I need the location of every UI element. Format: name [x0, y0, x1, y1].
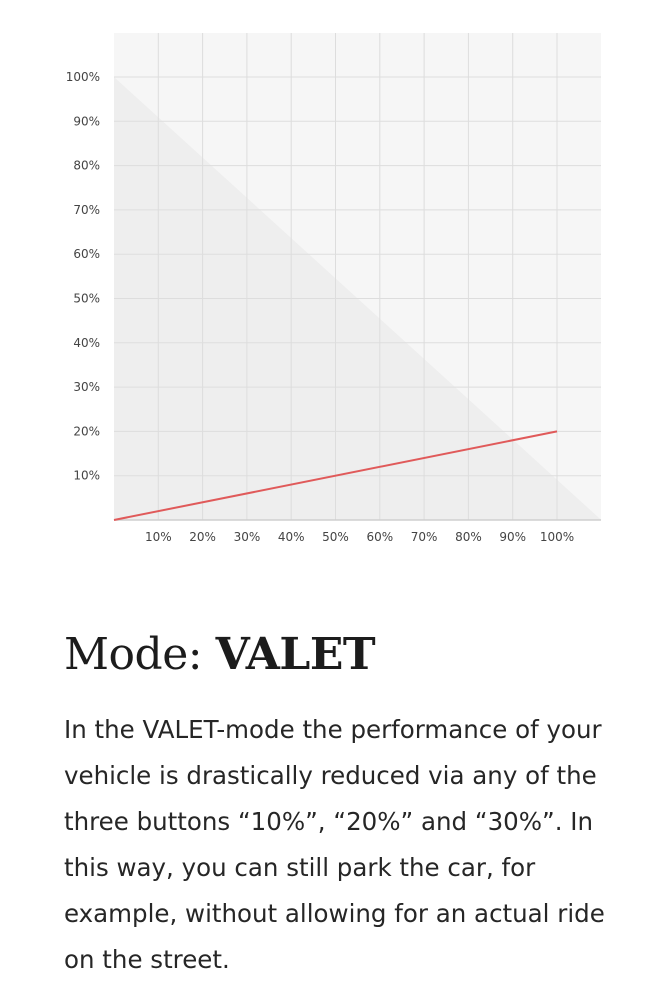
- y-tick-label: 30%: [73, 380, 100, 395]
- x-axis-ticks: [145, 530, 574, 544]
- y-tick-label: 80%: [73, 158, 100, 173]
- x-tick-label: 90%: [499, 530, 527, 544]
- y-tick-label: 50%: [73, 291, 100, 306]
- x-tick-label: 70%: [410, 530, 438, 544]
- y-tick-label: 90%: [73, 114, 100, 129]
- mode-heading-value: VALET: [215, 629, 376, 680]
- x-tick-label: 50%: [322, 530, 349, 544]
- y-axis-ticks: [66, 70, 100, 483]
- y-tick-label: 20%: [73, 424, 100, 439]
- y-tick-label: 70%: [73, 202, 100, 217]
- mode-description: In the VALET-mode the performance of your vehicle is drastically reduced via any of the three buttons “10%”, “20%” and “30%”. In this way, you can still park the car, for example, without allowing for an actual ride on the street.: [64, 715, 605, 974]
- mode-heading: [64, 622, 375, 688]
- y-tick-label: 40%: [73, 335, 100, 350]
- x-tick-label: 10%: [144, 530, 172, 544]
- x-tick-label: 60%: [366, 530, 394, 544]
- y-tick-label: 100%: [65, 70, 100, 84]
- y-tick-label: 10%: [73, 468, 100, 483]
- mode-heading-prefix: Mode:: [64, 629, 216, 680]
- x-tick-label: 100%: [539, 530, 575, 544]
- y-tick-label: 60%: [73, 247, 100, 262]
- x-tick-label: 80%: [455, 530, 482, 544]
- x-tick-label: 40%: [277, 530, 305, 544]
- x-tick-label: 30%: [233, 530, 261, 544]
- x-tick-label: 20%: [189, 530, 216, 544]
